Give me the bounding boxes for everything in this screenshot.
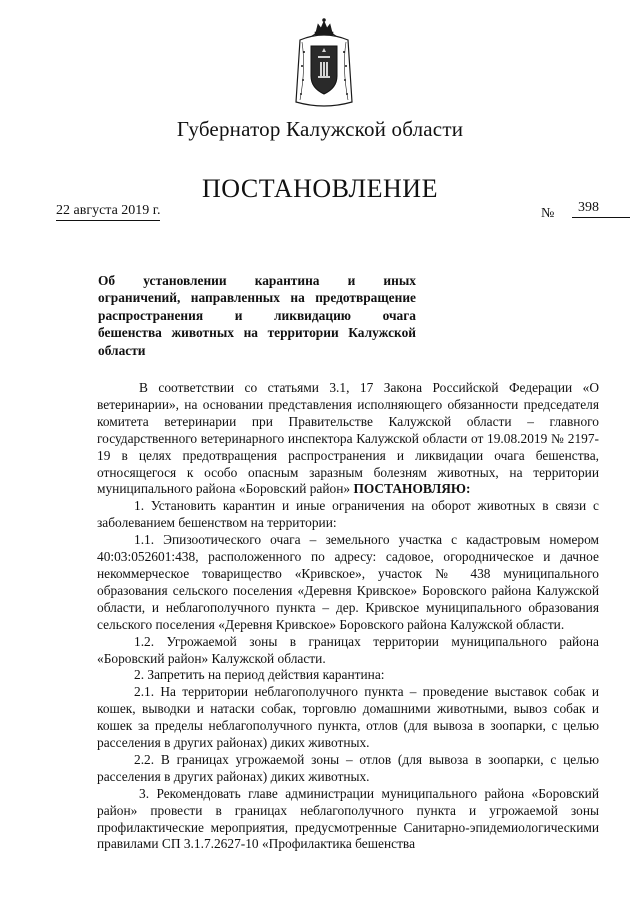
clause-2: 2. Запретить на период действия карантина:	[134, 667, 385, 683]
subject-line: распространения и ликвидацию очага	[98, 307, 416, 323]
subject-line: области	[98, 342, 146, 358]
document-date: 22 августа 2019 г.	[56, 203, 160, 221]
clause-2-2: 2.2. В границах угрожаемой зоны – отлов (для вывоза в зоопарки, с целью расселения в других районах) диких животных.	[97, 751, 599, 784]
document-body	[97, 380, 599, 853]
document-type-title: ПОСТАНОВЛЕНИЕ	[202, 174, 438, 203]
resolve-word: ПОСТАНОВЛЯЮ:	[353, 481, 471, 497]
coat-of-arms-emblem	[292, 18, 356, 110]
subject-line: бешенства животных на территории Калужской	[98, 325, 416, 341]
clause-1-1: 1.1. Эпизоотического очага – земельного участка с кадастровым номером 40:03:052601:438, расположенного по адресу: садовое, огородническое и дачное некоммерческое товарищество «Кривское», участок № 438 муниципального образования сельского поселения «Деревня Кривское» Боровского района Калужской области, и неблагополучного пункта – дер. Кривское муниципального образования сельского поселения «Деревня Кривское» Боровского района Калужской области.	[97, 532, 599, 632]
subject-line: ограничений, направленных на предотвращение	[98, 290, 416, 306]
clause-2-1: 2.1. На территории неблагополучного пункта – проведение выставок собак и кошек, выводки и натаски собак, торговлю домашними животными, вывоз собак и кошек за пределы неблагополучного пункта, отлов (для вывоза в зоопарки, с целью расселения в других районах) диких животных.	[97, 684, 599, 751]
document-number: 398	[572, 200, 630, 218]
clause-1-2: 1.2. Угрожаемой зоны в границах территории муниципального района «Боровский район» Калужской области.	[97, 633, 599, 666]
clause-3: 3. Рекомендовать главе администрации муниципального района «Боровский район» провести в границах неблагополучного пункта и угрожаемой зоны профилактические мероприятия, предусмотренные Санитарно-эпидемиологическими правилами СП 3.1.7.2627-10 «Профилактика бешенства	[97, 785, 599, 852]
issuing-authority: Губернатор Калужской области	[176, 117, 464, 141]
document-subject	[98, 272, 416, 359]
subject-line: Об установлении карантина и иных	[98, 273, 416, 288]
preamble-paragraph	[97, 380, 599, 498]
number-sign: №	[541, 206, 555, 221]
preamble-text: В соответствии со статьями 3.1, 17 Закона Российской Федерации «О ветеринарии», на основании представления исполняющего обязанности председателя комитета ветеринарии при Правительстве Калужской области – главного государственного ветеринарного инспектора Калужской области от 19.08.2019 № 2197-19 в целях предотвращения распространения и ликвидации очага бешенства, относящегося к особо опасным заразным болезням животных, на территории муниципального района «Боровский район»	[97, 380, 599, 497]
clause-1: 1. Установить карантин и иные ограничения на оборот животных в связи с заболеванием бешенством на территории:	[97, 498, 599, 531]
